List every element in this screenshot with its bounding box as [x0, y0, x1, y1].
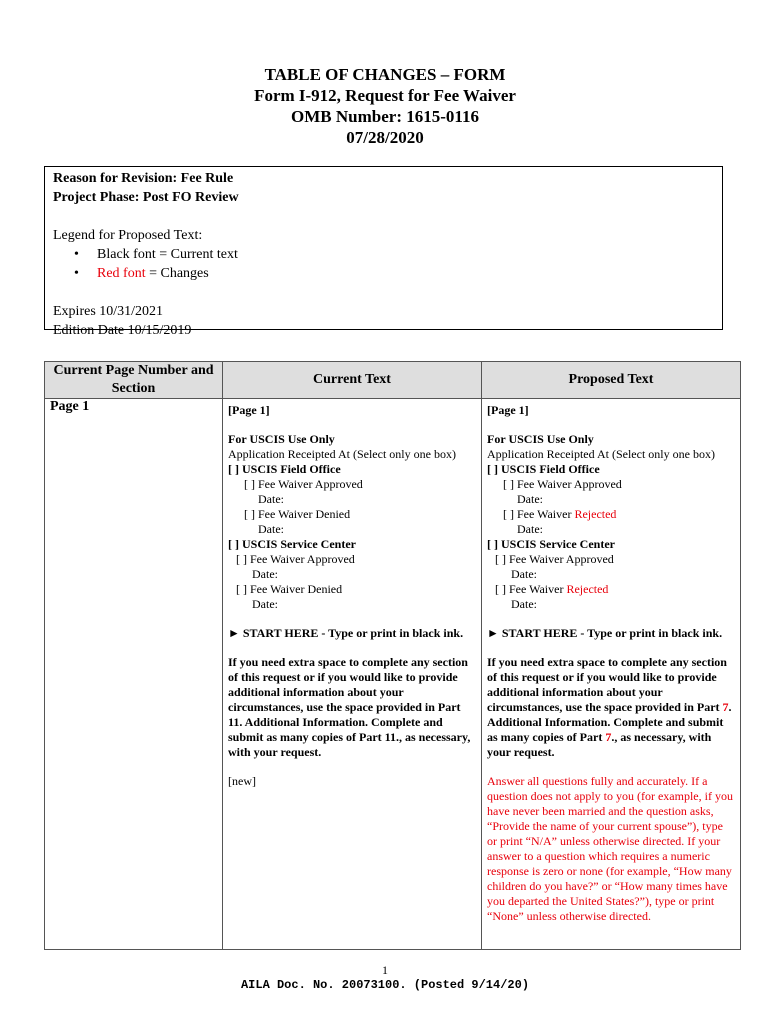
proposed-extra-a: If you need extra space to complete any section of this request or if you would like to provide additional information about your circumstances, use the space provided in Part: [487, 655, 727, 714]
proposed-fo-approved: [ ] Fee Waiver Approved: [503, 477, 622, 491]
proposed-extra-b: . Additional Information. Complete and submit as many copies of Part: [487, 700, 732, 744]
proposed-answer-all: Answer all questions fully and accurately. If a question does not apply to you (for example, if you have never been married and the question asks, “Provide the name of your current spouse”), type or print “N/A” unless otherwise directed. If your answer to a question which requires a numeric response is zero or none (for example, “How many children do you have?” or “How many times have you departed the United States?”), type or print “None” unless otherwise directed.: [487, 774, 733, 923]
proposed-text-cell: [482, 399, 741, 950]
legend-black-text: Black font = Current text: [97, 247, 238, 262]
current-fo-denied: [ ] Fee Waiver Denied: [244, 507, 351, 521]
proposed-receipted: Application Receipted At (Select only one box): [487, 447, 715, 461]
proposed-sc-rejected: [487, 582, 735, 597]
document-title-block: [0, 64, 770, 148]
revision-info-box: [44, 166, 723, 338]
legend-item-black: [53, 245, 714, 264]
bullet-icon: •: [74, 247, 79, 262]
page-label: Page 1: [50, 399, 90, 414]
current-uscis-only: For USCIS Use Only: [228, 432, 335, 446]
proposed-part-number-1: 7: [722, 700, 729, 714]
current-start-here: ► START HERE - Type or print in black ink.: [228, 626, 464, 640]
proposed-sc-approved: [ ] Fee Waiver Approved: [495, 552, 614, 566]
current-uscis-section: [228, 432, 476, 612]
header-proposed-text: Proposed Text: [482, 362, 741, 399]
expires-date: Expires 10/31/2021: [53, 304, 164, 319]
legend-red-word: Red font: [97, 266, 146, 281]
bullet-icon: •: [74, 266, 79, 281]
legend-item-red: [53, 264, 714, 283]
proposed-uscis-section: [487, 432, 735, 612]
current-extra-space: If you need extra space to complete any section of this request or if you would like to provide additional information about your circumstances, use the space provided in Part 11. Additional Information. Complete and submit as many copies of Part 11., as necessary, with your request.: [228, 655, 471, 759]
proposed-sc-rejected-prefix: [ ] Fee Waiver: [495, 582, 567, 596]
proposed-part-number-2: 7: [605, 730, 612, 744]
project-phase: Project Phase: Post FO Review: [53, 190, 239, 205]
proposed-start-here: ► START HERE - Type or print in black ink.: [487, 626, 723, 640]
current-date-4: Date:: [252, 597, 278, 611]
title-line-3: OMB Number: 1615-0116: [291, 107, 479, 126]
current-fo-approved: [ ] Fee Waiver Approved: [244, 477, 363, 491]
page-footer: [0, 963, 770, 993]
current-date-3: Date:: [252, 567, 278, 581]
proposed-date-2: Date:: [517, 522, 543, 536]
page-number-cell: [45, 399, 223, 950]
header-page-section: Current Page Number and Section: [45, 362, 223, 399]
current-field-office: [ ] USCIS Field Office: [228, 462, 341, 476]
title-line-2: Form I-912, Request for Fee Waiver: [254, 86, 516, 105]
current-page-tag: [Page 1]: [228, 403, 270, 417]
current-new-tag: [new]: [228, 774, 256, 788]
proposed-rejected-word-1: Rejected: [574, 507, 617, 521]
proposed-fo-rejected-prefix: [ ] Fee Waiver: [503, 507, 575, 521]
current-sc-approved: [ ] Fee Waiver Approved: [236, 552, 355, 566]
edition-date: Edition Date 10/15/2019: [53, 323, 192, 338]
proposed-service-center: [ ] USCIS Service Center: [487, 537, 615, 551]
header-current-text: Current Text: [223, 362, 482, 399]
reason-for-revision: Reason for Revision: Fee Rule: [53, 171, 234, 186]
proposed-extra-c: ., as necessary, with your request.: [487, 730, 712, 759]
table-header-row: [45, 362, 741, 399]
current-service-center: [ ] USCIS Service Center: [228, 537, 356, 551]
table-row: [45, 399, 741, 950]
page-number: 1: [382, 963, 388, 977]
changes-table: [44, 361, 741, 950]
proposed-date-4: Date:: [511, 597, 537, 611]
proposed-field-office: [ ] USCIS Field Office: [487, 462, 600, 476]
current-receipted: Application Receipted At (Select only one box): [228, 447, 456, 461]
current-date-1: Date:: [258, 492, 284, 506]
proposed-extra-space: [487, 655, 735, 760]
legend-red-rest: = Changes: [145, 266, 209, 281]
proposed-rejected-word-2: Rejected: [566, 582, 609, 596]
proposed-date-1: Date:: [517, 492, 543, 506]
legend-title: Legend for Proposed Text:: [53, 228, 203, 243]
current-date-2: Date:: [258, 522, 284, 536]
legend-list: [53, 245, 714, 283]
title-line-4: 07/28/2020: [346, 128, 424, 147]
proposed-page-tag: [Page 1]: [487, 403, 529, 417]
aila-doc-note: AILA Doc. No. 20073100. (Posted 9/14/20): [240, 978, 530, 992]
proposed-date-3: Date:: [511, 567, 537, 581]
current-text-cell: [223, 399, 482, 950]
proposed-uscis-only: For USCIS Use Only: [487, 432, 594, 446]
title-line-1: TABLE OF CHANGES – FORM: [264, 65, 506, 84]
proposed-fo-rejected: [487, 507, 735, 522]
current-sc-denied: [ ] Fee Waiver Denied: [236, 582, 343, 596]
